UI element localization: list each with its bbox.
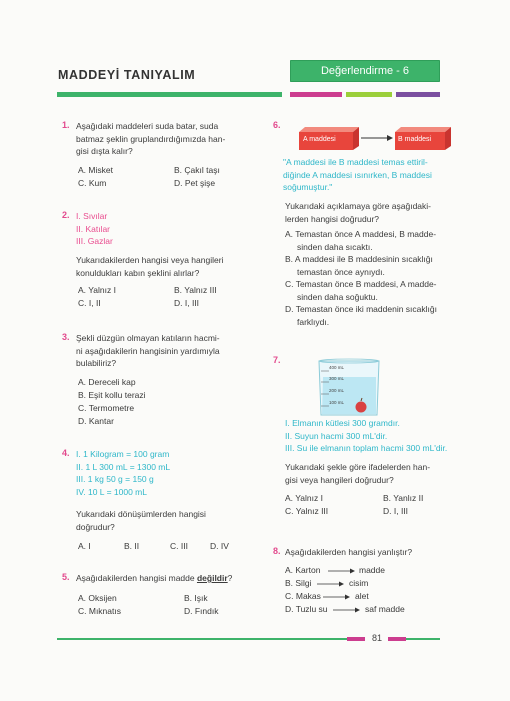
arrow-icon [333,607,361,613]
option-b: B. A maddesi ile B maddesinin sıcaklığı [285,254,433,264]
option-d: D. Pet şişe [174,178,216,188]
header-bar-purple [396,92,440,97]
question-number: 8. [273,546,281,556]
question-number: 2. [62,210,70,220]
option-c: C. Makas [285,591,321,601]
question-text: ? [227,573,233,583]
option-a: A. I [78,541,91,551]
question-text: Yukarıdaki şekle göre ifadelerden han- [285,462,431,472]
question-text: bulabiliriz? [76,358,117,368]
option-d: D. Temastan önce iki maddenin sıcaklığı [285,304,437,314]
footer-line-green [57,638,347,640]
header-bar-lime [346,92,392,97]
mark-300: 300 mL [329,376,345,381]
question-number: 7. [273,355,281,365]
page-number: 81 [372,633,383,643]
statement-4: IV. 10 L = 1000 mL [76,486,147,497]
option-d-cont: farklıydı. [297,316,330,327]
option-d: D. I, III [383,506,409,516]
question-text: Yukarıdaki dönüşümlerden hangisi [76,509,206,519]
statement-3: III. Gazlar [76,236,113,246]
quote-text: soğumuştur." [283,182,333,192]
question-text: lerden hangisi doğrudur? [285,213,380,224]
quote-text: "A maddesi ile B maddesi temas ettiril- [283,157,428,167]
statement-1: I. 1 Kilogram = 100 gram [76,449,170,459]
question-text: doğrudur? [76,521,115,532]
question-number: 4. [62,448,70,458]
statement-1: I. Elmanın kütlesi 300 gramdır. [285,418,400,428]
beaker-with-apple-icon [315,357,387,419]
option-b: B. Işık [184,593,208,603]
option-b: B. Çakıl taşı [174,165,220,175]
option-d: D. I, III [174,298,200,308]
option-c: C. I, II [78,298,101,308]
option-c: C. Kum [78,178,107,188]
statement-3: III. 1 kg 50 g = 150 g [76,474,154,484]
option-c: C. Yalnız III [285,506,329,516]
option-a: A. Yalnız I [285,493,323,503]
question-text: Yukarıdakilerden hangisi veya hangileri [76,255,224,265]
option-c-result: alet [355,591,369,601]
question-text: ni aşağıdakilerin hangisinin yardımıyla [76,345,220,356]
footer-line-magenta [347,637,365,641]
statement-2: II. Katılar [76,223,111,234]
option-b: B. Eşit kollu terazi [78,390,146,400]
footer-line-green-right [406,638,440,640]
box-b-label: B maddesi [398,136,432,143]
option-d: D. IV [210,541,229,551]
option-b: B. Silgi [285,578,312,588]
statement-3: III. Su ile elmanın toplam hacmi 300 mL'dir. [285,443,448,453]
option-c: C. Temastan önce B maddesi, A madde- [285,279,437,289]
arrow-icon [328,568,356,574]
question-text: Yukarıdaki açıklamaya göre aşağıdaki- [285,201,431,211]
question-number: 3. [62,332,70,342]
option-a: A. Dereceli kap [78,377,136,387]
option-a: A. Karton [285,565,321,575]
option-a-cont: sinden daha sıcaktı. [297,241,373,252]
option-a: A. Temastan önce A maddesi, B madde- [285,229,437,239]
option-a-result: madde [359,565,385,575]
mark-100: 100 mL [329,400,345,405]
question-text: Aşağıdakilerden hangisi yanlıştır? [285,547,413,557]
mark-400: 400 mL [329,365,345,370]
question-number: 6. [273,120,281,130]
section-badge: Değerlendirme - 6 [290,60,440,82]
option-b: B. Yanlız II [383,493,424,503]
option-a: A. Misket [78,165,113,175]
option-d-result: saf madde [365,604,405,614]
question-number: 5. [62,572,70,582]
option-a: A. Yalnız I [78,285,116,295]
statement-2: II. Suyun hacmi 300 mL'dir. [285,430,388,441]
option-d: D. Tuzlu su [285,604,328,614]
question-text: Aşağıdakilerden hangisi madde [76,573,197,583]
option-c: C. Mıknatıs [78,606,121,616]
option-c: C. Termometre [78,403,135,413]
question-text: Aşağıdaki maddeleri suda batar, suda [76,121,219,131]
question-number: 1. [62,120,70,130]
option-b-cont: temastan önce aynıydı. [297,266,385,277]
option-c-cont: sinden daha soğuktu. [297,291,378,302]
question-text: gisi dışta kalır? [76,146,133,156]
statement-2: II. 1 L 300 mL = 1300 mL [76,461,171,472]
question-text: batmaz şeklin gruplandırdığımızda han- [76,133,226,144]
option-d: D. Fındık [184,606,219,616]
question-emphasis: değildir [196,573,228,583]
option-b: B. Yalnız III [174,285,217,295]
arrow-icon [323,594,351,600]
quote-text: diğinde A maddesi ısınırken, B maddesi [283,169,432,180]
arrow-icon [317,581,345,587]
statement-1: I. Sıvılar [76,211,108,221]
question-text: konuldukları kabın şeklini alırlar? [76,267,200,278]
option-a: A. Oksijen [78,593,117,603]
box-a-label: A maddesi [303,136,336,143]
header-bar-magenta [290,92,342,97]
option-c: C. III [170,541,188,551]
question-text: Şekli düzgün olmayan katıların hacmi- [76,333,220,343]
option-d: D. Kantar [78,416,114,426]
mark-200: 200 mL [329,388,345,393]
option-b-result: cisim [349,578,369,588]
option-b: B. II [124,541,140,551]
question-text: gisi veya hangileri doğrudur? [285,474,394,485]
footer-line-magenta-right [388,637,406,641]
header-bar-green [57,92,282,97]
page-title: MADDEYİ TANIYALIM [58,68,196,82]
